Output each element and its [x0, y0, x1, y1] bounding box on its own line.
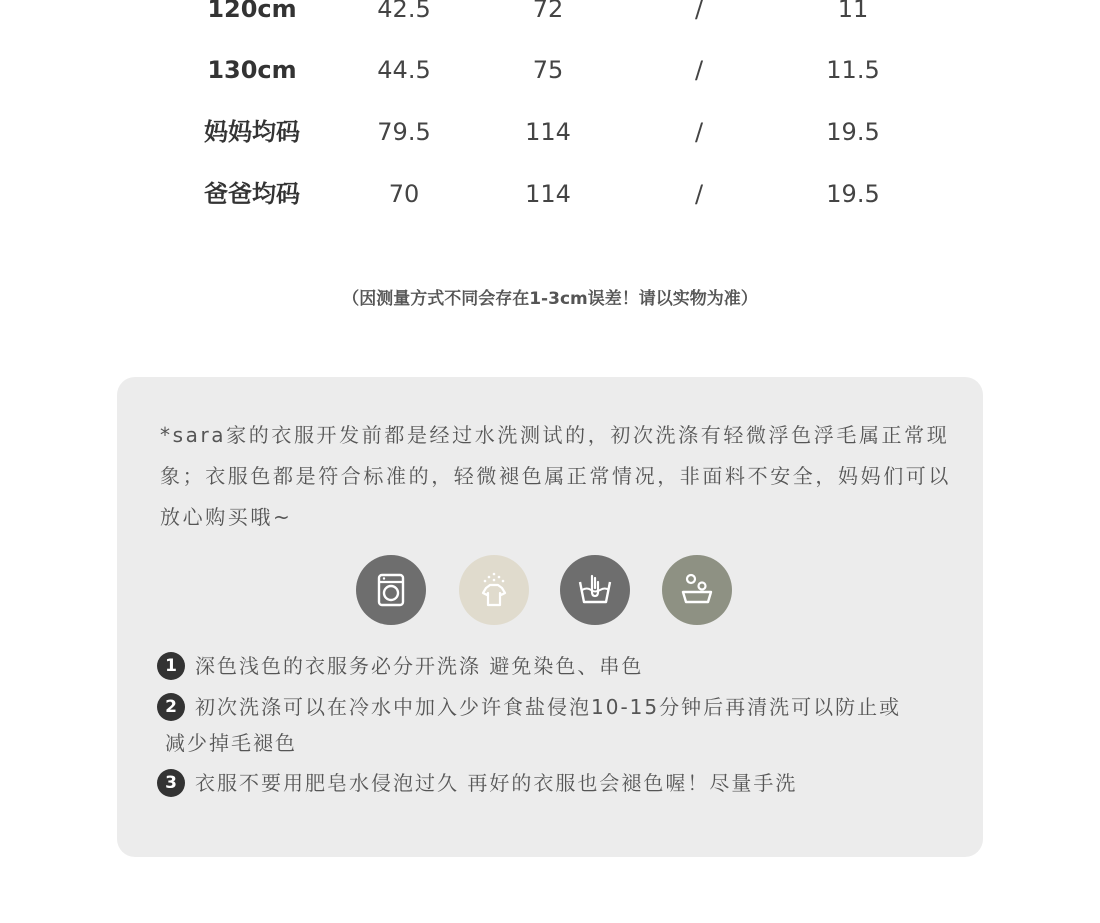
table-cell: 114 — [525, 180, 571, 208]
table-cell: 11.5 — [826, 56, 880, 84]
table-row — [0, 174, 1100, 214]
care-tip — [157, 689, 901, 761]
care-tip — [157, 648, 643, 684]
measurement-note: （因测量方式不同会存在1-3cm误差！请以实物为准） — [342, 289, 758, 309]
size-label: 130cm — [207, 56, 297, 84]
care-tip — [157, 765, 797, 801]
table-cell: / — [694, 56, 704, 84]
table-cell: 114 — [525, 118, 571, 146]
washing-machine-icon — [356, 555, 426, 625]
table-cell: / — [694, 180, 704, 208]
table-cell: 19.5 — [826, 180, 880, 208]
table-row — [0, 0, 1100, 29]
tip-text: 衣服不要用肥皂水侵泡过久 再好的衣服也会褪色喔！尽量手洗 — [195, 771, 798, 795]
tip-text: 深色浅色的衣服务必分开洗涤 避免染色、串色 — [195, 654, 644, 678]
table-cell: 72 — [532, 0, 564, 23]
size-label: 120cm — [207, 0, 297, 23]
size-label: 妈妈均码 — [204, 118, 300, 146]
table-cell: 79.5 — [377, 118, 431, 146]
table-cell: / — [694, 118, 704, 146]
table-row — [0, 112, 1100, 152]
soak-basin-icon — [662, 555, 732, 625]
table-cell: 19.5 — [826, 118, 880, 146]
care-icons — [117, 555, 983, 625]
table-row — [0, 50, 1100, 90]
tshirt-sparkle-icon — [459, 555, 529, 625]
hand-wash-basin-icon — [560, 555, 630, 625]
size-label: 爸爸均码 — [204, 180, 300, 208]
tip-number-badge: 2 — [157, 693, 185, 721]
tip-number-badge: 1 — [157, 652, 185, 680]
table-cell: 11 — [837, 0, 869, 23]
table-cell: 44.5 — [377, 56, 431, 84]
table-cell: / — [694, 0, 704, 23]
table-cell: 42.5 — [377, 0, 431, 23]
care-panel — [117, 377, 983, 857]
care-intro: *sara家的衣服开发前都是经过水洗测试的，初次洗涤有轻微浮色浮毛属正常现象；衣服色都是符合标准的，轻微褪色属正常情况，非面料不安全，妈妈们可以放心购买哦~ — [160, 423, 951, 529]
tip-text-continued: 减少掉毛褪色 — [165, 731, 297, 755]
tip-text: 初次洗涤可以在冷水中加入少许食盐侵泡10-15分钟后再清洗可以防止或 — [195, 695, 902, 719]
table-cell: 70 — [388, 180, 420, 208]
table-cell: 75 — [532, 56, 564, 84]
tip-number-badge: 3 — [157, 769, 185, 797]
